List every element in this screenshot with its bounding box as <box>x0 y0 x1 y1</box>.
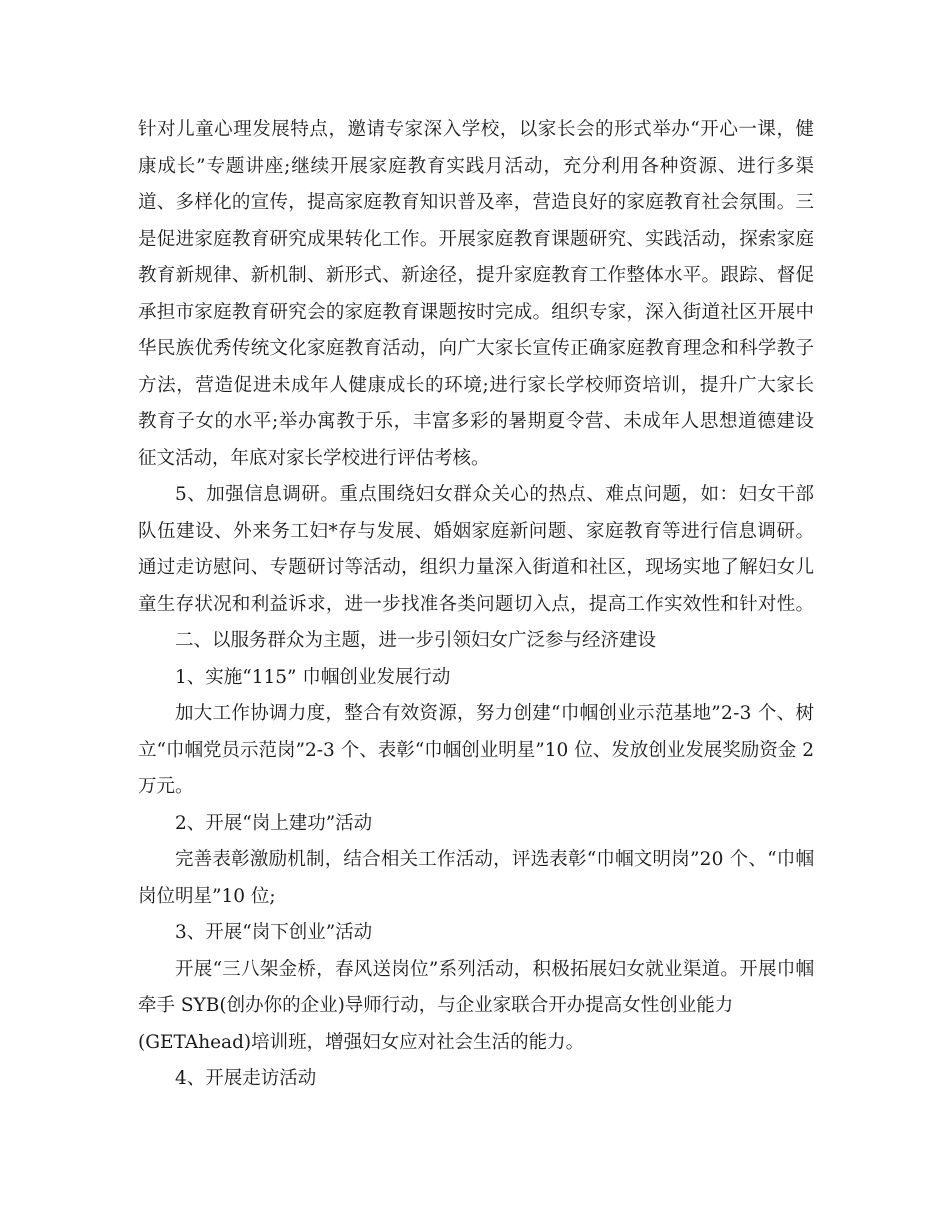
text-line: 针对儿童心理发展特点，邀请专家深入学校，以家长会的形式举办“开心一课，健 <box>138 119 815 140</box>
text-line: 是促进家庭教育研究成果转化工作。开展家庭教育课题研究、实践活动，探索家庭 <box>138 228 815 250</box>
text-line: 完善表彰激励机制，结合相关工作活动，评选表彰“巾帼文明岗”20 个、“巾帼 <box>175 849 815 870</box>
text-line: 教育子女的水平;举办寓教于乐，丰富多彩的暑期夏令营、未成年人思想道德建设 <box>138 411 815 432</box>
text-line: 岗位明星”10 位; <box>138 885 276 907</box>
text-line: 2、开展“岗上建功”活动 <box>175 812 373 834</box>
text-line: 康成长”专题讲座;继续开展家庭教育实践月活动，充分利用各种资源、进行多渠 <box>138 155 815 177</box>
text-line: 华民族优秀传统文化家庭教育活动，向广大家长宣传正确家庭教育理念和科学教子 <box>138 338 815 359</box>
text-line: 队伍建设、外来务工妇*存与发展、婚姻家庭新问题、家庭教育等进行信息调研。 <box>138 520 815 542</box>
text-line: 教育新规律、新机制、新形式、新途径，提升家庭教育工作整体水平。跟踪、督促 <box>138 265 815 286</box>
text-line: 童生存状况和利益诉求，进一步找准各类问题切入点，提高工作实效性和针对性。 <box>138 593 815 615</box>
text-line: 万元。 <box>138 776 194 797</box>
document-body <box>138 112 814 1098</box>
text-line: 通过走访慰问、专题研讨等活动，组织力量深入街道和社区，现场实地了解妇女儿 <box>138 557 815 578</box>
text-line: 方法，营造促进未成年人健康成长的环境;进行家长学校师资培训，提升广大家长 <box>138 374 815 396</box>
text-line: 征文活动，年底对家长学校进行评估考核。 <box>138 447 490 469</box>
text-line: 承担市家庭教育研究会的家庭教育课题按时完成。组织专家，深入街道社区开展中 <box>138 301 815 323</box>
text-line: (GETAhead)培训班，增强妇女应对社会生活的能力。 <box>138 1031 585 1053</box>
text-line: 立“巾帼党员示范岗”2-3 个、表彰“巾帼创业明星”10 位、发放创业发展奖励资金 2 <box>138 739 815 761</box>
text-line: 5、加强信息调研。重点围绕妇女群众关心的热点、难点问题，如：妇女干部 <box>175 484 815 505</box>
text-line: 二、以服务群众为主题，进一步引领妇女广泛参与经济建设 <box>175 630 657 651</box>
text-line: 牵手 SYB(创办你的企业)导师行动，与企业家联合开办提高女性创业能力 <box>138 995 734 1016</box>
text-line: 开展“三八架金桥，春风送岗位”系列活动，积极拓展妇女就业渠道。开展巾帼 <box>175 958 815 980</box>
text-line: 3、开展“岗下创业”活动 <box>175 922 373 943</box>
text-line: 4、开展走访活动 <box>175 1068 317 1089</box>
text-line: 1、实施“115” 巾帼创业发展行动 <box>175 666 451 688</box>
text-line: 加大工作协调力度，整合有效资源，努力创建“巾帼创业示范基地”2-3 个、树 <box>175 703 815 724</box>
text-line: 道、多样化的宣传，提高家庭教育知识普及率，营造良好的家庭教育社会氛围。三 <box>138 192 815 213</box>
